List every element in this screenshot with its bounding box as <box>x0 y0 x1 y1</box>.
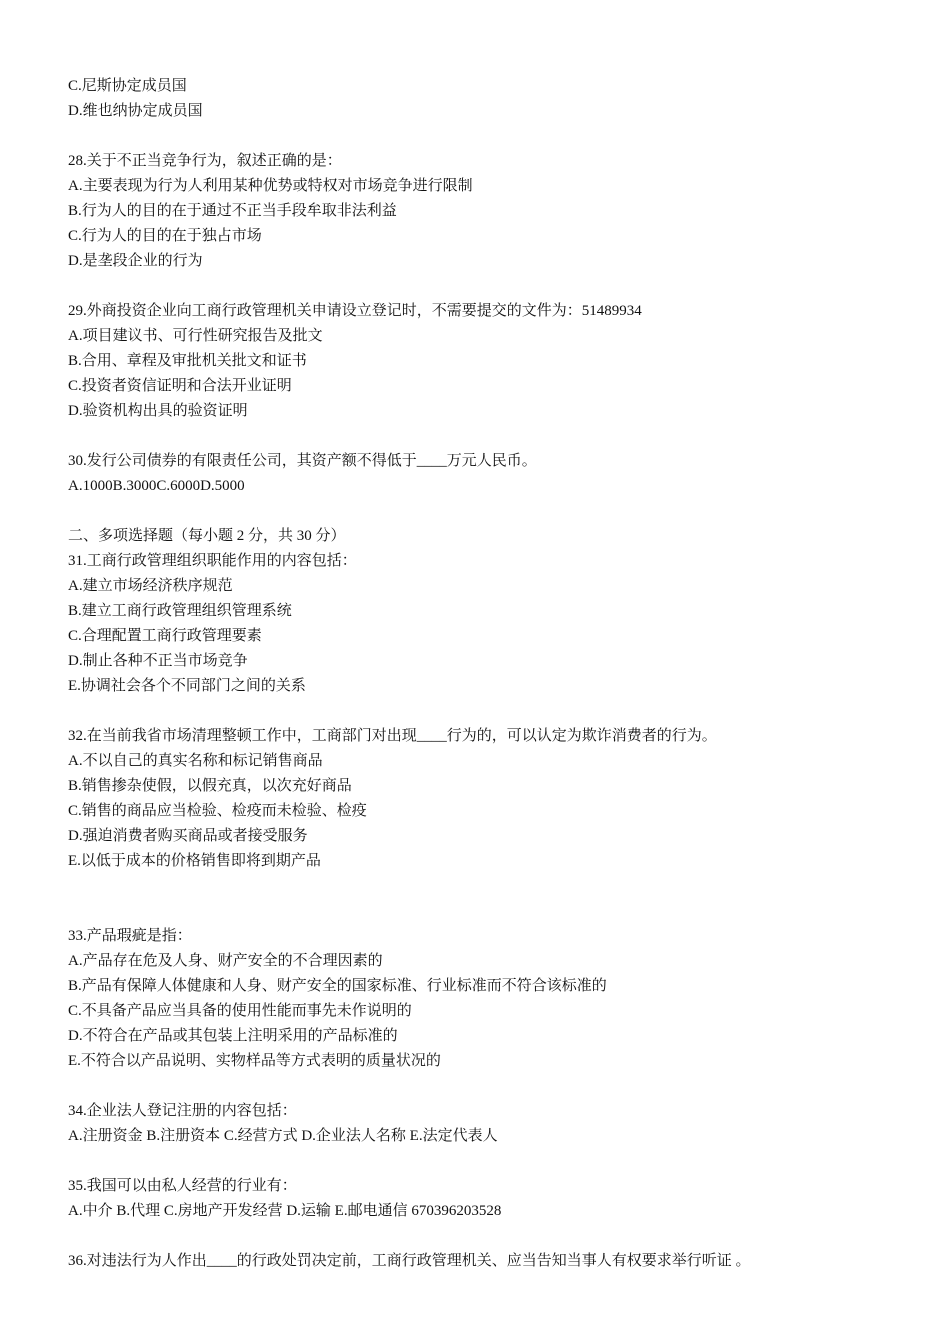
q36-stem: 36.对违法行为人作出____的行政处罚决定前，工商行政管理机关、应当告知当事人有权要求举行听证 。 <box>68 1253 751 1269</box>
q32-option-b: B.销售掺杂使假，以假充真，以次充好商品 <box>68 778 352 794</box>
q32-stem: 32.在当前我省市场清理整顿工作中，工商部门对出现____行为的，可以认定为欺诈消费者的行为。 <box>68 728 717 744</box>
q31-option-d: D.制止各种不正当市场竞争 <box>68 653 248 669</box>
q27-option-d: D.维也纳协定成员国 <box>68 103 203 119</box>
q35-options: A.中介 B.代理 C.房地产开发经营 D.运输 E.邮电通信 670396203528 <box>68 1203 502 1219</box>
q31-option-c: C.合理配置工商行政管理要素 <box>68 628 262 644</box>
q31-option-e: E.协调社会各个不同部门之间的关系 <box>68 678 306 694</box>
q28-option-a: A.主要表现为行为人利用某种优势或特权对市场竞争进行限制 <box>68 178 473 194</box>
q33-option-e: E.不符合以产品说明、实物样品等方式表明的质量状况的 <box>68 1053 441 1069</box>
q29-option-c: C.投资者资信证明和合法开业证明 <box>68 378 292 394</box>
q32-option-a: A.不以自己的真实名称和标记销售商品 <box>68 753 323 769</box>
q30-stem: 30.发行公司债券的有限责任公司，其资产额不得低于____万元人民币。 <box>68 453 537 469</box>
document-page <box>68 74 908 1274</box>
q28-option-b: B.行为人的目的在于通过不正当手段牟取非法利益 <box>68 203 397 219</box>
q33-stem: 33.产品瑕疵是指： <box>68 928 192 944</box>
q27-option-c: C.尼斯协定成员国 <box>68 78 187 94</box>
q31-option-a: A.建立市场经济秩序规范 <box>68 578 233 594</box>
q32-option-c: C.销售的商品应当检验、检疫而未检验、检疫 <box>68 803 367 819</box>
q33-option-b: B.产品有保障人体健康和人身、财产安全的国家标准、行业标准而不符合该标准的 <box>68 978 607 994</box>
q29-option-d: D.验资机构出具的验资证明 <box>68 403 248 419</box>
q33-option-a: A.产品存在危及人身、财产安全的不合理因素的 <box>68 953 383 969</box>
q28-option-d: D.是垄段企业的行为 <box>68 253 203 269</box>
q28-stem: 28.关于不正当竞争行为，叙述正确的是： <box>68 153 342 169</box>
q33-option-c: C.不具备产品应当具备的使用性能而事先未作说明的 <box>68 1003 412 1019</box>
q34-options: A.注册资金 B.注册资本 C.经营方式 D.企业法人名称 E.法定代表人 <box>68 1128 498 1144</box>
section-title-multiple-choice: 二、多项选择题（每小题 2 分，共 30 分） <box>68 528 346 544</box>
q32-option-e: E.以低于成本的价格销售即将到期产品 <box>68 853 321 869</box>
q29-stem: 29.外商投资企业向工商行政管理机关申请设立登记时，不需要提交的文件为：51489934 <box>68 303 642 319</box>
q35-stem: 35.我国可以由私人经营的行业有： <box>68 1178 297 1194</box>
q31-option-b: B.建立工商行政管理组织管理系统 <box>68 603 292 619</box>
q30-options: A.1000B.3000C.6000D.5000 <box>68 478 245 494</box>
q33-option-d: D.不符合在产品或其包装上注明采用的产品标准的 <box>68 1028 398 1044</box>
q29-option-a: A.项目建议书、可行性研究报告及批文 <box>68 328 323 344</box>
q32-option-d: D.强迫消费者购买商品或者接受服务 <box>68 828 308 844</box>
q31-stem: 31.工商行政管理组织职能作用的内容包括： <box>68 553 357 569</box>
q34-stem: 34.企业法人登记注册的内容包括： <box>68 1103 297 1119</box>
q29-option-b: B.合用、章程及审批机关批文和证书 <box>68 353 307 369</box>
q28-option-c: C.行为人的目的在于独占市场 <box>68 228 262 244</box>
